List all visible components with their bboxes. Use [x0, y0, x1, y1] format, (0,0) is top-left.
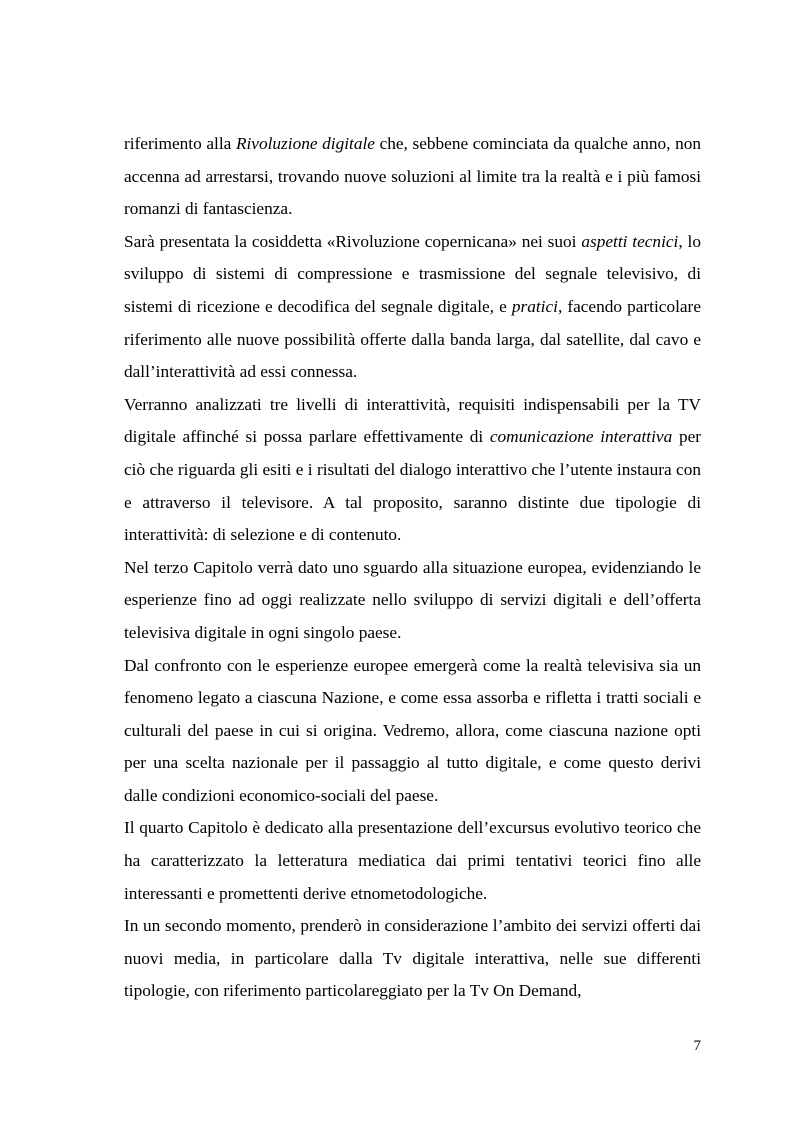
paragraph-7: In un secondo momento, prenderò in considerazione l’ambito dei servizi offerti dai nuovi media, in particolare dalla Tv digitale interattiva, nelle sue differenti tipologie, con riferimento particolareggiato per la Tv On Demand, — [124, 916, 701, 1001]
paragraph-2: Sarà presentata la cosiddetta «Rivoluzione copernicana» nei suoi aspetti tecnici, lo sviluppo di sistemi di compressione e trasmissione del segnale televisivo, di sistemi di ricezione e decodifica del segnale digitale, e pratici, facendo particolare riferimento alle nuove possibilità offerte dalla banda larga, dal satellite, dal cavo e dall’interattività ad essi connessa. — [124, 231, 701, 382]
paragraph-4: Nel terzo Capitolo verrà dato uno sguardo alla situazione europea, evidenziando le esperienze fino ad oggi realizzate nello sviluppo di servizi digitali e dell’offerta televisiva digitale in ogni singolo paese. — [124, 557, 701, 642]
body-text — [124, 128, 701, 1008]
italic-run: pratici — [511, 296, 558, 316]
paragraph-6: Il quarto Capitolo è dedicato alla presentazione dell’excursus evolutivo teorico che ha caratterizzato la letteratura mediatica dai primi tentativi teorici fino alle interessanti e promettenti derive etnometodologiche. — [124, 818, 701, 903]
page-number: 7 — [693, 1038, 701, 1054]
paragraph-5: Dal confronto con le esperienze europee emergerà come la realtà televisiva sia un fenomeno legato a ciascuna Nazione, e come essa assorba e rifletta i tratti sociali e culturali del paese in cui si origina. Vedremo, allora, come ciascuna nazione opti per una scelta nazionale per il passaggio al tutto digitale, e come questo derivi dalle condizioni economico-sociali del paese. — [124, 655, 701, 805]
italic-run: aspetti tecnici — [581, 231, 679, 251]
italic-run: Rivoluzione digitale — [235, 134, 375, 153]
paragraph-3: Verranno analizzati tre livelli di interattività, requisiti indispensabili per la TV digitale affinché si possa parlare effettivamente di comunicazione interattiva per ciò che riguarda gli esiti e i risultati del dialogo interattivo che l’utente instaura con e attraverso il televisore. A tal proposito, saranno distinte due tipologie di interattività: di selezione e di contenuto. — [124, 394, 702, 545]
paragraph-1: riferimento alla Rivoluzione digitale che, sebbene cominciata da qualche anno, non accenna ad arrestarsi, trovando nuove soluzioni al limite tra la realtà e i più famosi romanzi di fantascienza. — [124, 134, 701, 219]
italic-run: comunicazione interattiva — [489, 427, 673, 447]
